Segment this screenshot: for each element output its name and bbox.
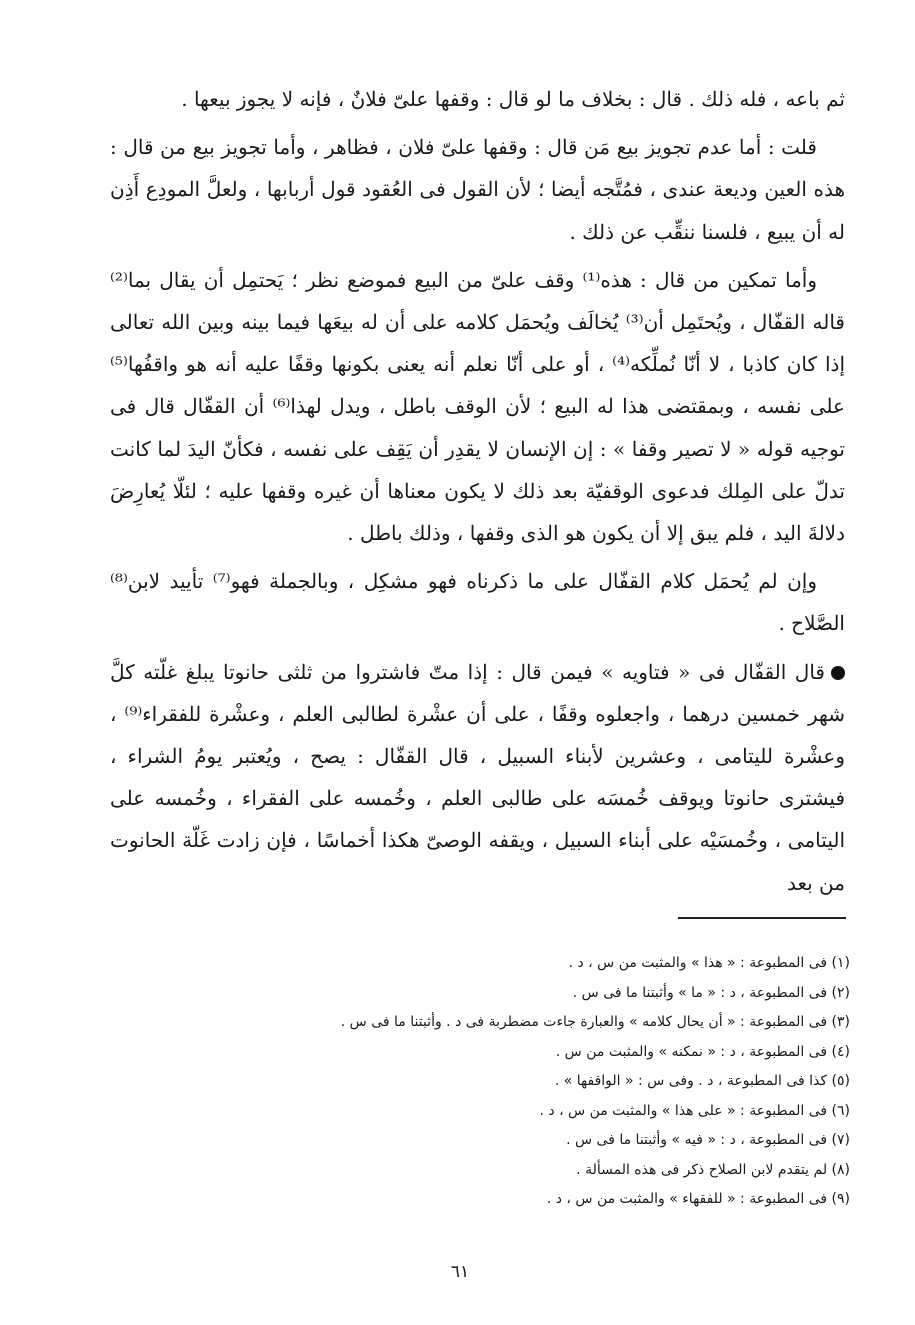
footnote-4: (٤) فى المطبوعة ، د : « نمكنه » والمثبت من س . [555,1043,850,1060]
main-text [110,78,845,904]
paragraph-3: وأما تمكين من قال : هذه⁽¹⁾ وقف علىّ من البيع فموضع نظر ؛ يَحتمِل أن يقال بما⁽²⁾ قاله القفّال ، ويُحتَمِل أن⁽³⁾ يُخالَف ويُحمَل كلامه على أن له بيعَها فيما بينه وبين الله تعالى إذا كان كاذبا ، لا أنّا نُملِّكه⁽⁴⁾ ، أو على أنّا نعلم أنه يعنى بكونها وقفًا عليه أنه هو واقفُها⁽⁵⁾ على نفسه ، وبمقتضى هذا له البيع ؛ لأن الوقف باطل ، ويدل لهذا⁽⁶⁾ أن القفّال قال فى توجيه قوله « لا تصير وقفا » : إن الإنسان لا يقدِر أن يَقِف على نفسه ، فكأنّ اليدَ لما كانت تدلّ على المِلك فدعوى الوقفيّة بعد ذلك لا يكون معناها أن غيره وقفها عليه ؛ لئلّا يُعارِضَ دلالةَ اليد ، فلم يبق إلا أن يكون هو الذى وقفها ، وذلك باطل . [110,267,845,546]
paragraph-2: قلت : أما عدم تجويز بيع مَن قال : وقفها علىّ فلان ، فظاهر ، وأما تجويز بيع من قال : هذه العين وديعة عندى ، فمُتَّجه أيضا ؛ لأن القول فى العُقود قول أربابها ، ولعلَّ المودِع أَذِن له أن يبيع ، فلسنا ننقِّب عن ذلك . [110,135,845,244]
footnote-6: (٦) فى المطبوعة : « على هذا » والمثبت من س ، د . [539,1102,850,1119]
bullet-icon [831,666,845,680]
footnote-3: (٣) فى المطبوعة : « أن يحال كلامه » والعبارة جاءت مضطربة فى د . وأثبتنا ما فى س . [340,1014,850,1030]
footnote-9: (٩) فى المطبوعة : « للفقهاء » والمثبت من س ، د . [546,1191,850,1207]
paragraph-5 [110,651,845,904]
footnote-5: (٥) كذا فى المطبوعة ، د . وفى س : « الواقفها » . [554,1073,850,1089]
paragraph-4: وإن لم يُحمَل كلام القفّال على ما ذكرناه فهو مشكِل ، وبالجملة فهو⁽⁷⁾ تأييد لابن⁽⁸⁾ الصَّلاح . [110,569,845,636]
footnote-1: (١) فى المطبوعة : « هذا » والمثبت من س ، د . [568,955,850,971]
footnote-7: (٧) فى المطبوعة ، د : « فيه » وأثبتنا ما فى س . [566,1132,850,1148]
page-number: ٦١ [450,1262,470,1282]
paragraph-1: ثم باعه ، فله ذلك . قال : بخلاف ما لو قال : وقفها علىّ فلانٌ ، فإنه لا يجوز بيعها . [181,87,845,111]
paragraph-5-text: قال القفّال فى « فتاويه » فيمن قال : إذا متّ فاشتروا من ثلثى حانوتا يبلغ غلّته كلَّ شهر خمسين درهما ، واجعلوه وقفًا ، على أن عشْرة لطالبى العلم ، وعشْرة للفقراء⁽⁹⁾ ، وعشْرة لليتامى ، وعشرين لأبناء السبيل ، قال القفّال : يصح ، ويُعتبر يومُ الشراء ، فيشترى حانوتا ويوقف خُمسَه على طالبى العلم ، وخُمسه على الفقراء ، وخُمسه على اليتامى ، وخُمسَيْه على أبناء السبيل ، ويقفه الوصىّ هكذا أخماسًا ، فإن زادت غَلّة الحانوت من بعد [110,659,846,895]
footnote-8: (٨) لم يتقدم لابن الصلاح ذكر فى هذه المسألة . [576,1161,850,1178]
footnote-2: (٢) فى المطبوعة ، د : « ما » وأثبتنا ما فى س . [572,984,850,1001]
footnotes [110,949,850,1215]
footnote-separator [678,917,846,919]
